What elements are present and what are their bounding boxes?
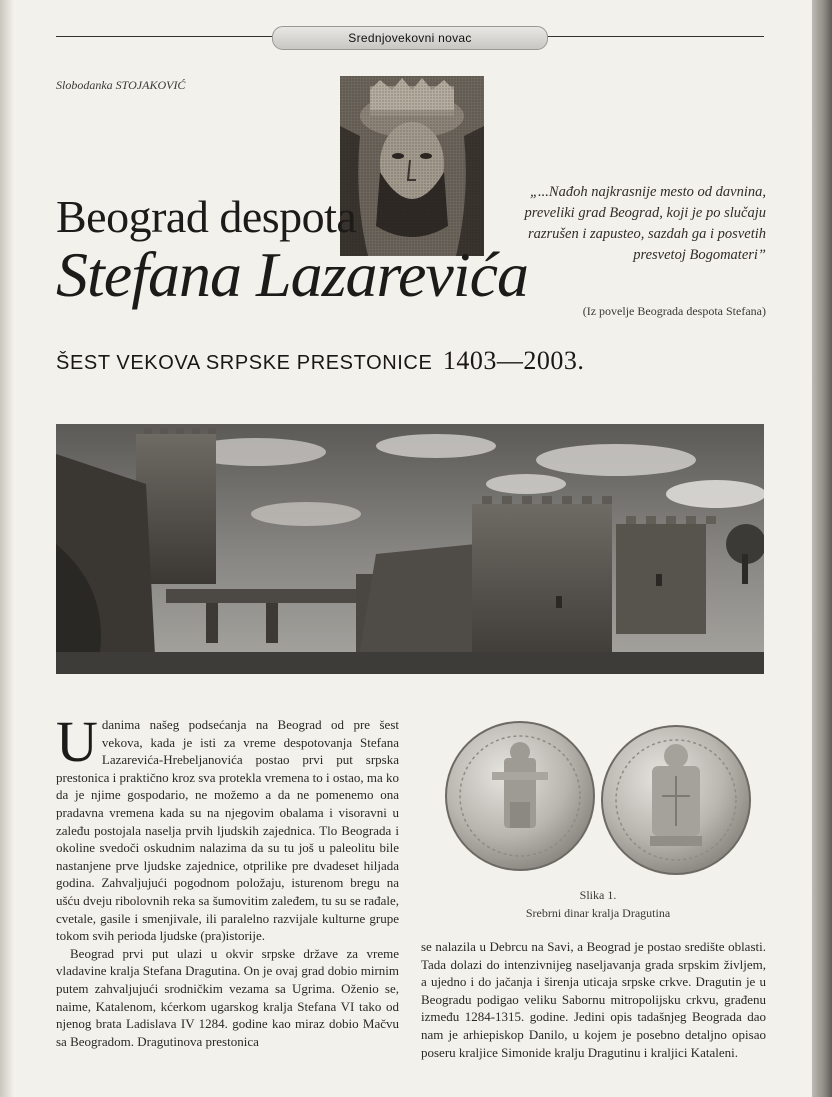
header-rule-right	[546, 36, 764, 37]
figure-caption-text: Srebrni dinar kralja Dragutina	[525, 906, 671, 920]
article-paragraph-1	[56, 709, 399, 945]
page-binding-shadow	[812, 0, 832, 1097]
page-left-edge	[0, 0, 14, 1097]
article-subtitle	[56, 346, 584, 376]
section-label: Srednjovekovni novac	[272, 26, 548, 50]
article-title-line1: Beograd despota	[56, 191, 357, 242]
quote-source: (Iz povelje Beograda despota Stefana)	[582, 304, 766, 318]
drop-cap: U	[56, 709, 98, 774]
subtitle-years: 1403—2003.	[442, 346, 585, 375]
paragraph-1-text: danima našeg podsećanja na Beograd od pre šest vekova, kada je isti za vreme despotovanja Stefana Lazarevića-Hrebeljanovića postao prvi put srpska prestonica i praktično kroz sva protekla vremena to i ostao, ma ko da je njime gospodario, ne možemo a da ne pomenemo ona pradavna vremena kada su na njegovim obalama i visoravni u zaleđu postojala naselja prvih ljudskih zajednica. Tlo Beograda i okoline svedoči oskudnim nalazima da su tu još u paleolitu bile nastanjene prve ljudske zajednice, otprilike pre dvadeset hiljada godina. Zahvaljujući pogodnom položaju, isturenom bregu na ušću dveju ribolovnih reka sa šumovitim zaleđem, tu su se rađale, cvetale, gasile i smenjivale, ili paralelno razvijale kulturne grupe tokom svih perioda ljudske (pra)istorije.	[56, 717, 399, 944]
subtitle-text: ŠEST VEKOVA SRPSKE PRESTONICE	[56, 352, 433, 374]
figure-caption-title: Slika 1.	[579, 888, 617, 902]
article-paragraph-2: Beograd prvi put ulazi u okvir srpske države za vreme vladavine kralja Stefana Dragutina. On je ovaj grad dobio mirnim putem zahvaljujući srodničkim vezama sa Ugrima. Oženio se, naime, Katalenom, kćerkom ugarskog kralja Stefana VI tako od njenog brata Ladislava IV 1284. godine kao miraz dobio Mačvu sa Beogradom. Dragutinova prestonica	[56, 945, 399, 1049]
silver-dinar-coins-image	[440, 712, 756, 884]
fortress-photo	[56, 424, 764, 674]
despot-portrait-image	[340, 76, 484, 256]
article-column-left	[56, 709, 399, 1050]
article-paragraph-3: se nalazila u Debrcu na Savi, a Beograd je postao središte oblasti. Tada dolazi do intenzivnijeg naseljavanja grada srpskim življem, a ujedno i do jačanja i širenja uticaja srpske crkve. Dragutin je u Beogradu podigao veliku Sabornu mitropolijsku crkvu, građenu između 1284-1315. godine. Jedini opis tadašnjeg Beograda dao nam je arhiepiskop Danilo, u kojem je posebno detaljno opisao poseru kraljice Simonide kralju Dragutinu i kraljici Kataleni.	[421, 939, 766, 1060]
article-column-right	[421, 938, 766, 1061]
author-byline: Slobodanka STOJAKOVIĆ	[56, 78, 186, 92]
charter-quote: „...Nađoh najkrasnije mesto od davnina, preveliki grad Beograd, koji je po slučaju razrušen i zapusteo, sazdah ga i posvetih presvetoj Bogomateri”	[524, 184, 766, 263]
header-rule-left	[56, 36, 272, 37]
article-title-line2: Stefana Lazarevića	[56, 239, 528, 310]
